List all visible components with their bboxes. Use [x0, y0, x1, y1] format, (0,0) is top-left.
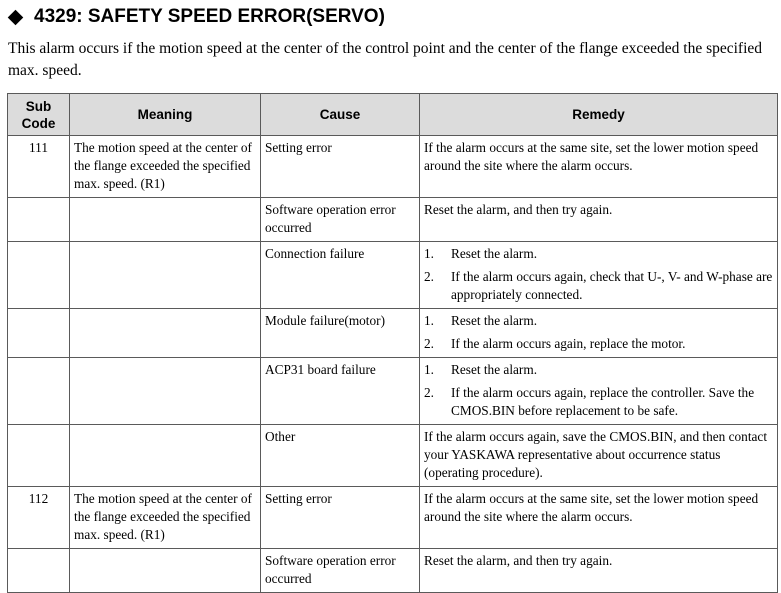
step-text: If the alarm occurs again, replace the controller. Save the CMOS.BIN before replacement to be safe. — [451, 385, 755, 418]
step-number: 1. — [424, 246, 434, 261]
step-text: Reset the alarm. — [451, 313, 538, 328]
meaning-cell — [70, 425, 261, 487]
section-heading — [6, 4, 385, 30]
step-number: 2. — [424, 336, 434, 351]
cause-cell: ACP31 board failure — [261, 358, 420, 425]
sub-code-cell — [8, 425, 70, 487]
table-row — [8, 549, 778, 593]
step-text: If the alarm occurs again, replace the motor. — [451, 336, 686, 351]
step-number: 2. — [424, 385, 434, 400]
sub-code-cell — [8, 358, 70, 425]
remedy-step — [424, 384, 773, 420]
meaning-cell — [70, 309, 261, 358]
cause-cell: Software operation error occurred — [261, 549, 420, 593]
meaning-cell — [70, 358, 261, 425]
cause-cell: Software operation error occurred — [261, 198, 420, 242]
table-row — [8, 242, 778, 309]
step-number: 2. — [424, 269, 434, 284]
cause-cell: Setting error — [261, 487, 420, 549]
meaning-cell: The motion speed at the center of the flange exceeded the specified max. speed. (R1) — [70, 136, 261, 198]
cause-cell: Other — [261, 425, 420, 487]
remedy-cell — [420, 242, 778, 309]
meaning-cell: The motion speed at the center of the flange exceeded the specified max. speed. (R1) — [70, 487, 261, 549]
sub-code-cell: 111 — [8, 136, 70, 198]
sub-code-cell — [8, 309, 70, 358]
step-text: If the alarm occurs again, check that U-, V- and W-phase are appropriately connected. — [451, 269, 773, 302]
header-cause: Cause — [261, 94, 420, 136]
step-number: 1. — [424, 313, 434, 328]
cause-cell: Connection failure — [261, 242, 420, 309]
remedy-steps — [424, 245, 773, 304]
sub-code-cell: 112 — [8, 487, 70, 549]
header-remedy: Remedy — [420, 94, 778, 136]
meaning-cell — [70, 198, 261, 242]
cause-cell: Module failure(motor) — [261, 309, 420, 358]
remedy-cell: If the alarm occurs again, save the CMOS.BIN, and then contact your YASKAWA representative about occurrence status (operating procedure). — [420, 425, 778, 487]
table-row — [8, 487, 778, 549]
header-meaning: Meaning — [70, 94, 261, 136]
remedy-steps — [424, 312, 773, 353]
remedy-step — [424, 268, 773, 304]
meaning-cell — [70, 242, 261, 309]
table-header-row — [8, 94, 778, 136]
table-row — [8, 198, 778, 242]
meaning-cell — [70, 549, 261, 593]
remedy-cell: Reset the alarm, and then try again. — [420, 198, 778, 242]
sub-code-cell — [8, 242, 70, 309]
table-row — [8, 136, 778, 198]
header-sub-code-line1: Sub — [25, 98, 52, 114]
remedy-cell: If the alarm occurs at the same site, set the lower motion speed around the site where the alarm occurs. — [420, 136, 778, 198]
table-row — [8, 309, 778, 358]
step-number: 1. — [424, 362, 434, 377]
header-sub-code-line2: Code — [21, 115, 56, 131]
remedy-cell: If the alarm occurs at the same site, set the lower motion speed around the site where the alarm occurs. — [420, 487, 778, 549]
remedy-cell — [420, 309, 778, 358]
step-text: Reset the alarm. — [451, 362, 538, 377]
remedy-cell — [420, 358, 778, 425]
sub-code-cell — [8, 549, 70, 593]
table-row — [8, 425, 778, 487]
remedy-cell: Reset the alarm, and then try again. — [420, 549, 778, 593]
step-text: Reset the alarm. — [451, 246, 538, 261]
alarm-description: This alarm occurs if the motion speed at the center of the control point and the center of the flange exceeded the specified max. speed. — [8, 40, 763, 79]
alarm-table — [7, 93, 778, 593]
remedy-step — [424, 335, 773, 353]
remedy-step — [424, 361, 773, 379]
table-row — [8, 358, 778, 425]
diamond-bullet-icon — [8, 9, 24, 25]
cause-cell: Setting error — [261, 136, 420, 198]
remedy-step — [424, 312, 773, 330]
remedy-step — [424, 245, 773, 263]
alarm-title: 4329: SAFETY SPEED ERROR(SERVO) — [34, 6, 385, 27]
header-sub-code — [8, 94, 70, 136]
remedy-steps — [424, 361, 773, 420]
sub-code-cell — [8, 198, 70, 242]
